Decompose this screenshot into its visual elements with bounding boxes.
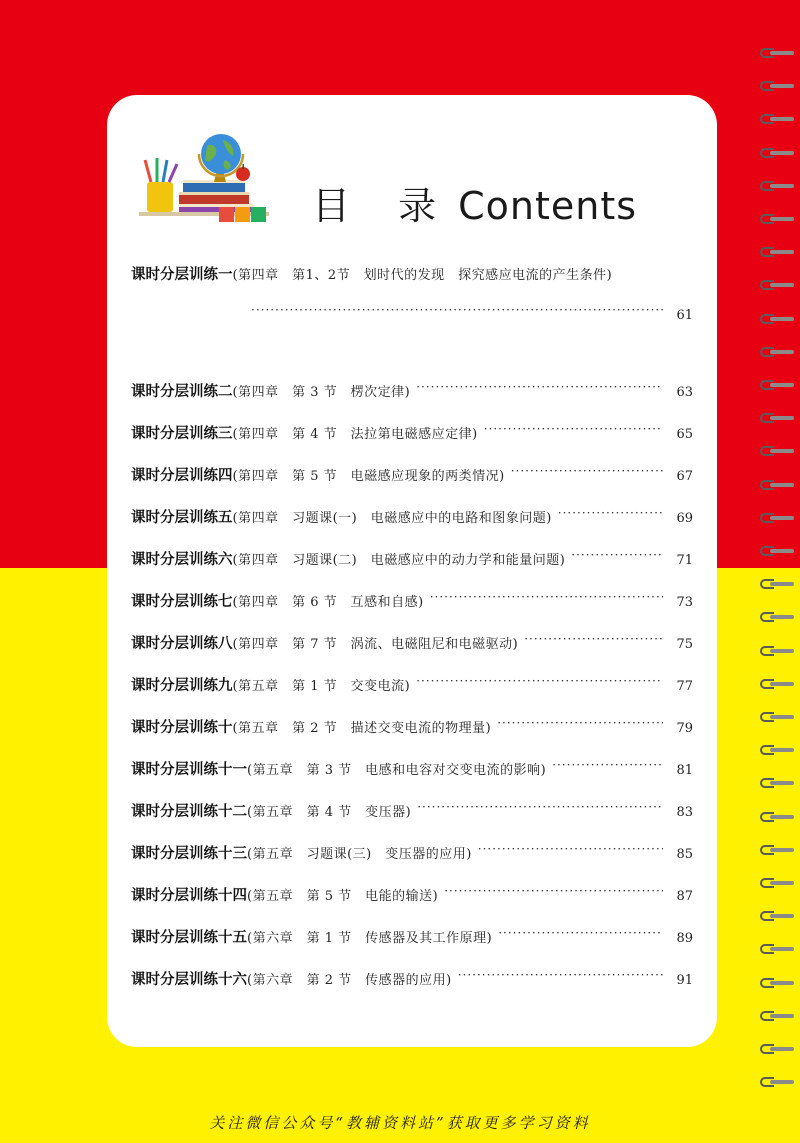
spiral-ring [760, 679, 794, 689]
dot-leader [484, 425, 663, 439]
spiral-ring [760, 148, 794, 158]
toc-page-number: 65 [676, 427, 693, 442]
dot-leader [417, 803, 663, 817]
dot-leader [478, 845, 663, 859]
spiral-ring [760, 546, 794, 556]
spiral-ring [760, 712, 794, 722]
dot-leader [497, 719, 663, 733]
toc-entry[interactable] [131, 674, 693, 700]
toc-page-number: 83 [676, 805, 693, 820]
toc-description: (第五章 第 4 节 变压器) [247, 805, 412, 820]
spiral-ring [760, 314, 794, 324]
toc-description: (第五章 第 2 节 描述交变电流的物理量) [232, 721, 492, 736]
page-title [312, 175, 637, 230]
toc-page-number: 79 [676, 721, 693, 736]
toc-lesson: 课时分层训练三 [131, 426, 233, 442]
dot-leader [571, 551, 663, 565]
spiral-ring [760, 114, 794, 124]
spiral-ring [760, 380, 794, 390]
toc-description: (第四章 第 3 节 楞次定律) [232, 385, 411, 400]
toc-description: (第四章 习题课(二) 电磁感应中的动力学和能量问题) [232, 553, 566, 568]
toc-page-number: 81 [676, 763, 693, 778]
title-chinese: 目 录 [312, 184, 455, 228]
abc-blocks-icon [219, 207, 267, 223]
toc-page-number: 67 [676, 469, 693, 484]
spiral-ring [760, 579, 794, 589]
spiral-ring [760, 480, 794, 490]
toc-page-number: 91 [676, 973, 693, 988]
dot-leader [444, 887, 663, 901]
toc-entry[interactable] [131, 422, 693, 448]
toc-entry[interactable] [131, 800, 693, 826]
toc-entry[interactable] [131, 263, 693, 289]
toc-description: (第四章 第 7 节 涡流、电磁阻尼和电磁驱动) [232, 637, 519, 652]
dot-leader [524, 635, 663, 649]
toc-page-number: 69 [676, 511, 693, 526]
spiral-ring [760, 812, 794, 822]
toc-description: (第六章 第 1 节 传感器及其工作原理) [247, 931, 493, 946]
toc-lesson: 课时分层训练九 [131, 678, 233, 694]
toc-entry[interactable] [131, 884, 693, 910]
toc-lesson: 课时分层训练四 [131, 468, 233, 484]
toc-lesson: 课时分层训练五 [131, 510, 233, 526]
spiral-ring [760, 413, 794, 423]
toc-description: (第五章 第 3 节 电感和电容对交变电流的影响) [247, 763, 547, 778]
spiral-ring [760, 745, 794, 755]
toc-entry[interactable] [131, 464, 693, 490]
toc-description: (第五章 习题课(三) 变压器的应用) [247, 847, 472, 862]
dot-leader [251, 306, 663, 320]
spiral-ring [760, 878, 794, 888]
spiral-ring [760, 1044, 794, 1054]
toc-description: (第四章 习题课(一) 电磁感应中的电路和图象问题) [232, 511, 552, 526]
toc-page-number: 89 [676, 931, 693, 946]
spiral-ring [760, 646, 794, 656]
toc-lesson: 课时分层训练十二 [131, 804, 247, 820]
toc-description: (第四章 第1、2节 划时代的发现 探究感应电流的产生条件) [232, 268, 613, 283]
toc-entry[interactable] [131, 842, 693, 868]
toc-entry[interactable] [131, 590, 693, 616]
toc-entry-continuation [251, 305, 693, 331]
title-english: Contents [458, 184, 638, 228]
spiral-ring [760, 1011, 794, 1021]
spiral-ring [760, 347, 794, 357]
toc-description: (第四章 第 4 节 法拉第电磁感应定律) [232, 427, 478, 442]
toc-description: (第六章 第 2 节 传感器的应用) [247, 973, 452, 988]
toc-page-number: 75 [676, 637, 693, 652]
toc-lesson: 课时分层训练六 [131, 552, 233, 568]
toc-page-number: 85 [676, 847, 693, 862]
toc-lesson: 课时分层训练一 [131, 267, 233, 283]
spiral-ring [760, 778, 794, 788]
contents-card [107, 95, 717, 1047]
toc-lesson: 课时分层训练十四 [131, 888, 247, 904]
dot-leader [416, 677, 663, 691]
toc-lesson: 课时分层训练十三 [131, 846, 247, 862]
toc-description: (第五章 第 1 节 交变电流) [232, 679, 411, 694]
toc-page-number: 73 [676, 595, 693, 610]
spiral-binding [750, 0, 800, 1143]
toc-page-number: 63 [676, 385, 693, 400]
dot-leader [430, 593, 663, 607]
spiral-ring [760, 181, 794, 191]
toc-entry[interactable] [131, 506, 693, 532]
toc-entry[interactable] [131, 968, 693, 994]
toc-lesson: 课时分层训练十一 [131, 762, 247, 778]
toc-lesson: 课时分层训练二 [131, 384, 233, 400]
dot-leader [552, 761, 663, 775]
toc-entry[interactable] [131, 926, 693, 952]
toc-lesson: 课时分层训练七 [131, 594, 233, 610]
spiral-ring [760, 612, 794, 622]
spiral-ring [760, 911, 794, 921]
toc-lesson: 课时分层训练八 [131, 636, 233, 652]
toc-entry[interactable] [131, 380, 693, 406]
spiral-ring [760, 48, 794, 58]
toc-description: (第四章 第 6 节 互感和自感) [232, 595, 424, 610]
dot-leader [416, 383, 663, 397]
toc-page-number: 61 [676, 308, 693, 323]
spiral-ring [760, 978, 794, 988]
spiral-ring [760, 446, 794, 456]
toc-entry[interactable] [131, 548, 693, 574]
spiral-ring [760, 1077, 794, 1087]
dot-leader [458, 971, 663, 985]
dot-leader [511, 467, 663, 481]
toc-lesson: 课时分层训练十五 [131, 930, 247, 946]
toc-entry[interactable] [131, 716, 693, 742]
toc-description: (第五章 第 5 节 电能的输送) [247, 889, 439, 904]
spiral-ring [760, 247, 794, 257]
spiral-ring [760, 81, 794, 91]
spiral-ring [760, 845, 794, 855]
toc-description: (第四章 第 5 节 电磁感应现象的两类情况) [232, 469, 505, 484]
toc-lesson: 课时分层训练十 [131, 720, 233, 736]
toc-page-number: 77 [676, 679, 693, 694]
toc-lesson: 课时分层训练十六 [131, 972, 247, 988]
spiral-ring [760, 513, 794, 523]
toc-entry[interactable] [131, 632, 693, 658]
footer-note: 关注微信公众号“教辅资料站”获取更多学习资料 [209, 1114, 591, 1132]
toc-entry[interactable] [131, 758, 693, 784]
spiral-ring [760, 280, 794, 290]
spiral-ring [760, 944, 794, 954]
toc-page-number: 87 [676, 889, 693, 904]
dot-leader [498, 929, 663, 943]
toc-page-number: 71 [676, 553, 693, 568]
dot-leader [558, 509, 663, 523]
spiral-ring [760, 214, 794, 224]
